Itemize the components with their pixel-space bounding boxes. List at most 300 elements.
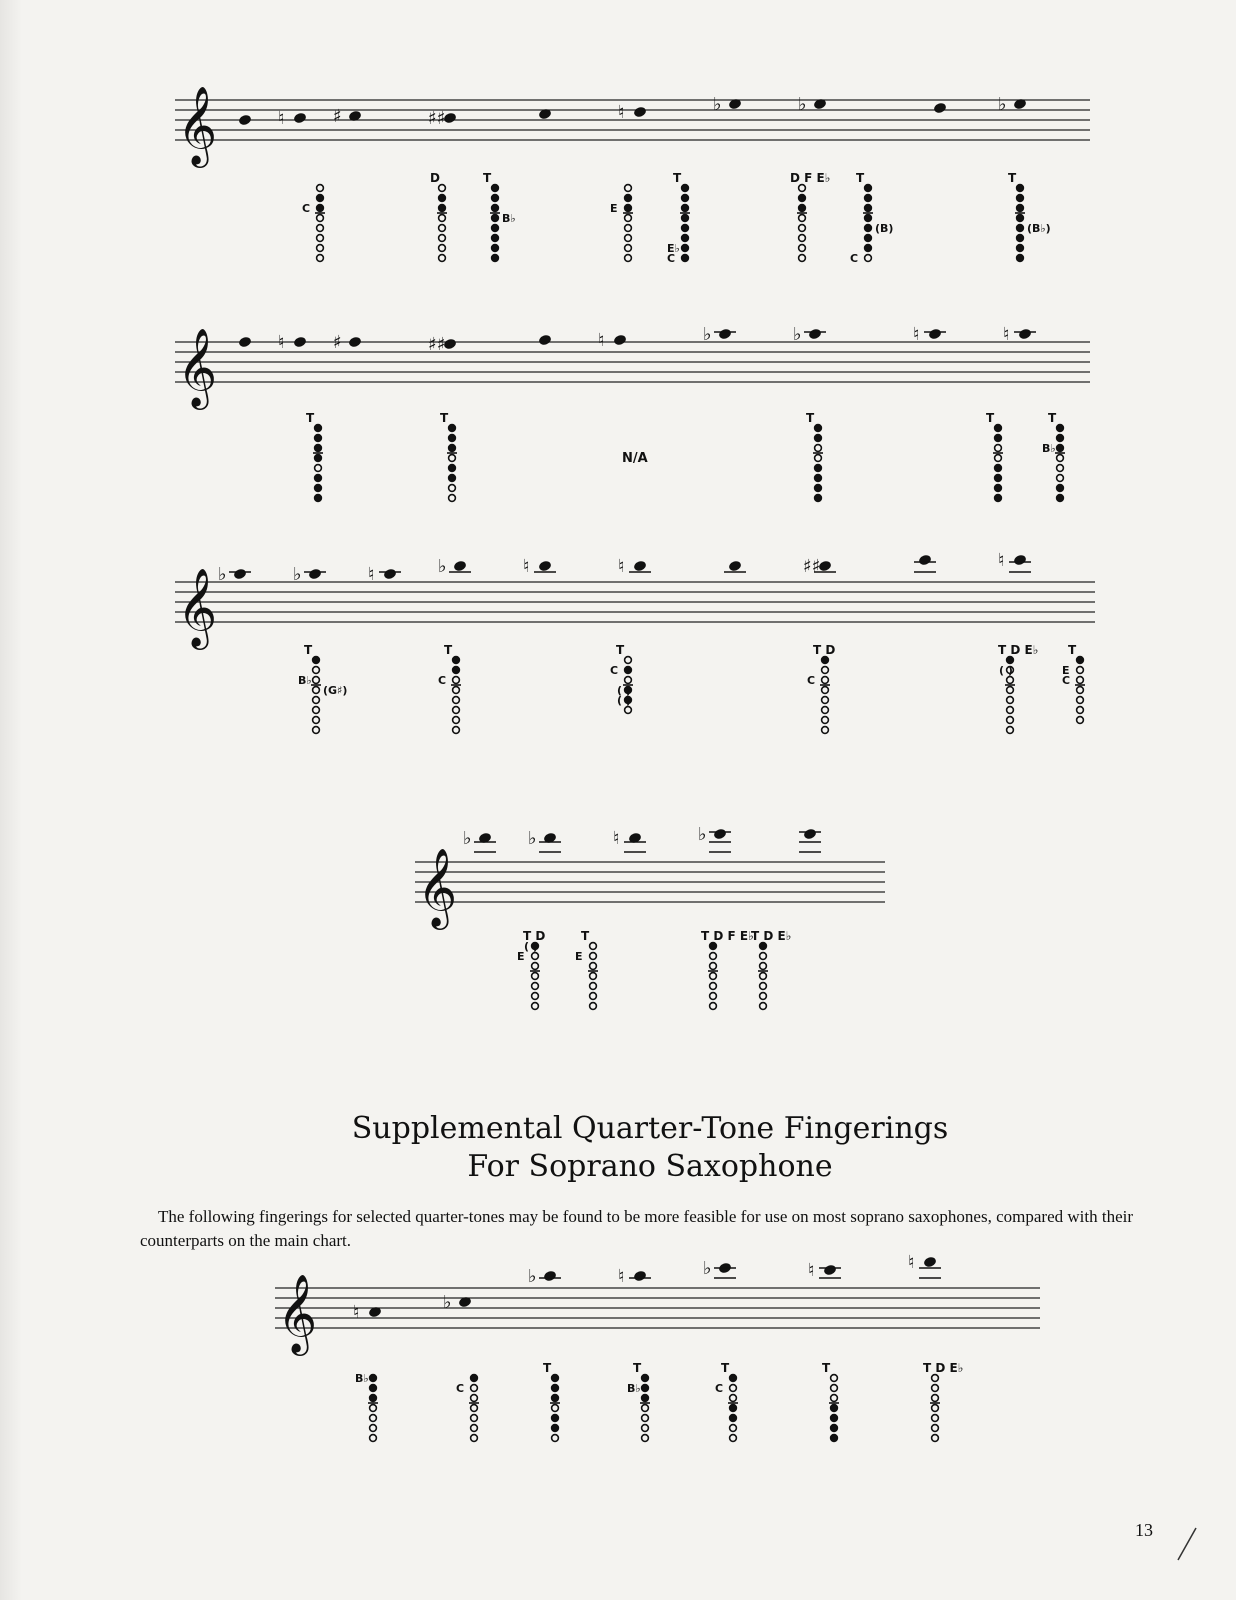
key-closed <box>815 435 822 442</box>
fingering-top-keys: T D <box>523 929 546 943</box>
staff-4-treble-clef: 𝄞 <box>417 848 458 927</box>
key-optional-marker: ( ) <box>617 684 631 697</box>
fingering-chart-5-6 <box>822 1361 839 1441</box>
page-number: 13 <box>1135 1520 1153 1540</box>
fingering-top-keys: T <box>856 171 865 185</box>
fingering-chart-2-4 <box>986 411 1003 501</box>
key-open <box>590 953 597 960</box>
key-open <box>590 993 597 1000</box>
fingering-top-keys: T D E♭ <box>923 1361 964 1375</box>
fingering-side-key: C <box>438 674 447 687</box>
fingering-chart-3-4 <box>807 643 835 733</box>
staff-5-accidental: ♮ <box>808 1260 815 1281</box>
na-label: N/A <box>622 451 648 466</box>
fingering-side-key: B♭ <box>298 674 312 687</box>
key-closed <box>865 245 872 252</box>
key-open <box>730 1385 737 1392</box>
staff-3-note <box>538 560 552 573</box>
key-closed <box>815 425 822 432</box>
key-open <box>313 707 320 714</box>
key-open <box>932 1395 939 1402</box>
key-open <box>831 1395 838 1402</box>
staff-3-accidental: ♭ <box>438 556 447 577</box>
fingering-top-keys: T <box>306 411 315 425</box>
key-closed <box>317 195 324 202</box>
staff-2-note <box>238 336 252 349</box>
key-open <box>865 255 872 262</box>
staff-3-note <box>453 560 467 573</box>
key-open <box>932 1415 939 1422</box>
key-closed <box>449 435 456 442</box>
key-open <box>453 707 460 714</box>
key-closed <box>995 475 1002 482</box>
fingering-chart-1-2 <box>430 171 447 261</box>
fingering-side-key: E <box>1062 664 1070 677</box>
key-open <box>822 677 829 684</box>
key-open <box>932 1385 939 1392</box>
staff-2-accidental: ♯♯ <box>428 334 446 355</box>
key-open <box>710 1003 717 1010</box>
key-open <box>590 973 597 980</box>
key-closed <box>865 205 872 212</box>
key-closed <box>710 943 717 950</box>
fingering-chart-3-3 <box>610 643 633 713</box>
fingering-chart-5-4 <box>627 1361 650 1441</box>
key-closed <box>492 205 499 212</box>
fingering-side-key: C <box>456 1382 465 1395</box>
fingering-top-keys: T <box>543 1361 552 1375</box>
key-open <box>439 185 446 192</box>
staff-3-accidental: ♮ <box>523 556 530 577</box>
key-open <box>710 983 717 990</box>
staff-2-note <box>808 328 822 341</box>
key-open <box>710 993 717 1000</box>
staff-1-note <box>933 102 947 115</box>
fingering-side-key: B♭ <box>627 1382 641 1395</box>
key-open <box>532 973 539 980</box>
key-open <box>313 697 320 704</box>
fingering-top-keys: T D E♭ <box>998 643 1039 657</box>
key-closed <box>730 1375 737 1382</box>
key-open <box>1007 687 1014 694</box>
key-open <box>317 215 324 222</box>
staff-2-note <box>718 328 732 341</box>
key-open <box>532 983 539 990</box>
key-closed <box>471 1375 478 1382</box>
supplement-intro: The following fingerings for selected quarter-tones may be found to be more feasible for use on most soprano saxophones, compared with their counterparts on the main chart. <box>140 1207 1133 1250</box>
key-open <box>471 1385 478 1392</box>
key-closed <box>995 485 1002 492</box>
staff-1-accidental: ♭ <box>798 94 807 115</box>
key-open <box>590 963 597 970</box>
key-open <box>453 677 460 684</box>
key-open <box>532 1003 539 1010</box>
fingering-side-key: C <box>610 664 619 677</box>
key-open <box>317 235 324 242</box>
key-open <box>453 687 460 694</box>
key-closed <box>865 185 872 192</box>
key-closed <box>1007 657 1014 664</box>
staff-3-note <box>1013 554 1027 567</box>
fingering-side-key: E <box>517 950 525 963</box>
key-closed <box>642 1375 649 1382</box>
key-open <box>439 255 446 262</box>
key-closed <box>682 245 689 252</box>
key-open <box>760 973 767 980</box>
staff-2-accidental: ♭ <box>703 324 712 345</box>
fingering-top-keys: T <box>616 643 625 657</box>
key-open <box>1007 717 1014 724</box>
key-open <box>1077 717 1084 724</box>
key-open <box>760 963 767 970</box>
fingering-top-keys: T <box>822 1361 831 1375</box>
key-closed <box>552 1385 559 1392</box>
key-open <box>1007 697 1014 704</box>
key-open <box>815 455 822 462</box>
key-closed <box>642 1385 649 1392</box>
key-closed <box>552 1395 559 1402</box>
supplement-title-line-1: Supplemental Quarter-Tone Fingerings <box>351 1111 949 1146</box>
staff-1-accidental: ♯♯ <box>428 108 446 129</box>
key-closed <box>449 465 456 472</box>
staff-2-accidental: ♮ <box>913 324 920 345</box>
key-closed <box>1017 245 1024 252</box>
key-open <box>625 235 632 242</box>
key-open <box>315 465 322 472</box>
key-closed <box>865 235 872 242</box>
fingering-side-key: E <box>575 950 583 963</box>
staff-3-note <box>728 560 742 573</box>
key-open <box>730 1435 737 1442</box>
staff-3-accidental: ♯♯ <box>803 556 821 577</box>
key-closed <box>315 455 322 462</box>
key-open <box>1077 687 1084 694</box>
fingering-side-key: B♭ <box>1042 442 1056 455</box>
key-open <box>710 953 717 960</box>
key-closed <box>1057 445 1064 452</box>
fingering-top-keys: T <box>806 411 815 425</box>
staff-5-note <box>543 1270 557 1283</box>
key-closed <box>831 1435 838 1442</box>
staff-2-accidental: ♮ <box>598 330 605 351</box>
fingering-side-key: (B) <box>875 222 894 235</box>
key-closed <box>492 255 499 262</box>
key-open <box>1077 667 1084 674</box>
key-open <box>625 255 632 262</box>
staff-4-accidental: ♭ <box>528 828 537 849</box>
key-closed <box>625 205 632 212</box>
key-closed <box>760 943 767 950</box>
fingering-chart-3-1 <box>298 643 347 733</box>
key-closed <box>492 235 499 242</box>
key-closed <box>799 205 806 212</box>
key-open <box>932 1375 939 1382</box>
key-closed <box>315 425 322 432</box>
key-open <box>799 185 806 192</box>
key-closed <box>1017 185 1024 192</box>
fingering-chart-5-3 <box>543 1361 560 1441</box>
fingering-top-keys: D F E♭ <box>790 171 831 185</box>
key-closed <box>815 475 822 482</box>
fingering-chart-1-5 <box>667 171 690 265</box>
key-open <box>642 1425 649 1432</box>
fingering-side-key: C <box>302 202 311 215</box>
key-optional-marker: ( ) <box>999 664 1013 677</box>
staff-3-accidental: ♮ <box>368 564 375 585</box>
staff-1-note <box>633 106 647 119</box>
fingering-chart-5-7 <box>923 1361 963 1441</box>
key-open <box>317 185 324 192</box>
fingering-chart-3-2 <box>438 643 461 733</box>
staff-3-accidental: ♭ <box>293 564 302 585</box>
staff-2-accidental: ♯ <box>333 332 342 353</box>
key-closed <box>682 195 689 202</box>
staff-5-accidental: ♮ <box>908 1252 915 1273</box>
staff-1-accidental: ♯ <box>333 106 342 127</box>
fingering-side-key: C <box>807 674 816 687</box>
key-open <box>995 455 1002 462</box>
fingering-top-keys: D <box>430 171 440 185</box>
fingering-chart-2-3 <box>806 411 823 501</box>
key-closed <box>865 195 872 202</box>
key-closed <box>552 1415 559 1422</box>
key-open <box>552 1405 559 1412</box>
staff-3-note <box>308 568 322 581</box>
key-open <box>799 225 806 232</box>
key-closed <box>822 657 829 664</box>
key-closed <box>831 1415 838 1422</box>
key-closed <box>815 485 822 492</box>
fingering-side-key: B♭ <box>355 1372 369 1385</box>
key-open <box>370 1405 377 1412</box>
key-open <box>799 215 806 222</box>
fingering-side-key: (G♯) <box>323 684 348 697</box>
key-closed <box>1017 255 1024 262</box>
key-closed <box>315 485 322 492</box>
key-closed <box>439 205 446 212</box>
staff-3-accidental: ♭ <box>218 564 227 585</box>
staff-2-note <box>613 334 627 347</box>
supplement-title-line-2: For Soprano Saxophone <box>467 1149 833 1184</box>
key-open <box>532 963 539 970</box>
fingering-top-keys: T <box>1048 411 1057 425</box>
key-optional-marker: ( ) <box>617 694 631 707</box>
key-open <box>471 1435 478 1442</box>
staff-2-note <box>928 328 942 341</box>
key-open <box>1007 677 1014 684</box>
staff-3-note <box>233 568 247 581</box>
key-open <box>471 1405 478 1412</box>
staff-2-note <box>538 334 552 347</box>
staff-2-note <box>1018 328 1032 341</box>
fingering-chart-3-6 <box>1062 643 1085 723</box>
staff-4-note <box>713 828 727 841</box>
key-closed <box>625 195 632 202</box>
key-closed <box>492 185 499 192</box>
key-open <box>313 667 320 674</box>
key-closed <box>370 1375 377 1382</box>
key-open <box>642 1415 649 1422</box>
staves-layer <box>175 86 1196 1560</box>
key-closed <box>439 195 446 202</box>
key-closed <box>682 225 689 232</box>
key-optional-marker: ( ) <box>524 940 538 953</box>
key-closed <box>1057 435 1064 442</box>
key-open <box>822 707 829 714</box>
key-closed <box>1077 657 1084 664</box>
key-closed <box>453 657 460 664</box>
key-open <box>625 707 632 714</box>
key-open <box>439 215 446 222</box>
key-open <box>471 1395 478 1402</box>
key-open <box>552 1435 559 1442</box>
staff-3-treble-clef: 𝄞 <box>177 568 218 647</box>
staff-1-accidental: ♭ <box>713 94 722 115</box>
key-open <box>313 687 320 694</box>
staff-4-accidental: ♭ <box>463 828 472 849</box>
key-closed <box>370 1395 377 1402</box>
key-closed <box>865 215 872 222</box>
staff-5-accidental: ♭ <box>703 1258 712 1279</box>
key-open <box>317 255 324 262</box>
key-closed <box>730 1415 737 1422</box>
key-open <box>831 1375 838 1382</box>
key-closed <box>449 445 456 452</box>
staff-1-accidental: ♮ <box>278 108 285 129</box>
fingering-side-key: B♭ <box>502 212 516 225</box>
key-closed <box>682 205 689 212</box>
key-open <box>799 255 806 262</box>
fingering-top-keys: T <box>1008 171 1017 185</box>
key-closed <box>449 475 456 482</box>
fingering-chart-5-5 <box>715 1361 738 1441</box>
key-closed <box>453 667 460 674</box>
fingering-chart-1-1 <box>302 185 325 262</box>
supplement-title <box>0 1110 1236 1186</box>
key-open <box>932 1425 939 1432</box>
key-open <box>590 943 597 950</box>
fingering-top-keys: T <box>444 643 453 657</box>
key-open <box>822 717 829 724</box>
key-closed <box>315 495 322 502</box>
key-closed <box>682 215 689 222</box>
fingering-side-key: C <box>850 252 859 265</box>
key-closed <box>682 255 689 262</box>
key-open <box>370 1425 377 1432</box>
key-closed <box>1017 235 1024 242</box>
fingering-top-keys: T D <box>813 643 836 657</box>
key-closed <box>315 445 322 452</box>
fingering-side-key: C <box>667 252 676 265</box>
key-open <box>317 225 324 232</box>
fingering-top-keys: T D E♭ <box>751 929 792 943</box>
fingering-chart-1-8 <box>1008 171 1051 261</box>
key-closed <box>730 1405 737 1412</box>
key-open <box>453 717 460 724</box>
staff-5-note <box>923 1256 937 1269</box>
fingering-top-keys: T <box>440 411 449 425</box>
fingering-side-key: E <box>610 202 618 215</box>
fingering-chart-3-5 <box>998 643 1038 733</box>
key-open <box>471 1415 478 1422</box>
key-closed <box>492 225 499 232</box>
key-open <box>313 727 320 734</box>
key-open <box>1077 707 1084 714</box>
fingering-chart-4-4 <box>751 929 791 1009</box>
staff-5-treble-clef: 𝄞 <box>277 1274 318 1353</box>
fingering-chart-1-6 <box>790 171 830 261</box>
staff-3-accidental: ♮ <box>618 556 625 577</box>
key-open <box>822 697 829 704</box>
key-closed <box>995 425 1002 432</box>
staff-2-note <box>293 336 307 349</box>
fingering-top-keys: T <box>483 171 492 185</box>
fingering-top-keys: T <box>673 171 682 185</box>
page-corner-mark <box>1178 1528 1196 1560</box>
staff-4-note <box>803 828 817 841</box>
key-open <box>439 245 446 252</box>
key-open <box>642 1435 649 1442</box>
key-open <box>313 717 320 724</box>
staff-5-accidental: ♭ <box>443 1292 452 1313</box>
key-open <box>453 697 460 704</box>
key-open <box>730 1425 737 1432</box>
staff-3-accidental: ♮ <box>998 550 1005 571</box>
fingering-side-key: C <box>715 1382 724 1395</box>
key-open <box>625 245 632 252</box>
key-closed <box>815 465 822 472</box>
key-closed <box>315 475 322 482</box>
key-open <box>822 667 829 674</box>
staff-1-accidental: ♮ <box>618 102 625 123</box>
key-open <box>932 1405 939 1412</box>
key-closed <box>552 1375 559 1382</box>
key-open <box>313 677 320 684</box>
fingering-top-keys: T <box>581 929 590 943</box>
fingering-chart-5-1 <box>355 1372 378 1441</box>
key-open <box>815 445 822 452</box>
key-open <box>625 225 632 232</box>
key-open <box>449 495 456 502</box>
fingering-chart-1-4 <box>610 185 633 262</box>
key-open <box>760 953 767 960</box>
key-closed <box>1017 215 1024 222</box>
fingering-top-keys: T <box>986 411 995 425</box>
key-open <box>532 993 539 1000</box>
key-closed <box>1057 495 1064 502</box>
fingering-chart-1-3 <box>483 171 516 261</box>
key-closed <box>315 435 322 442</box>
staff-5-note <box>823 1264 837 1277</box>
key-closed <box>865 225 872 232</box>
key-open <box>1007 707 1014 714</box>
key-closed <box>370 1385 377 1392</box>
staff-2-accidental: ♭ <box>793 324 802 345</box>
staff-5-note <box>633 1270 647 1283</box>
staff-2-treble-clef: 𝄞 <box>177 328 218 407</box>
staff-5-accidental: ♭ <box>528 1266 537 1287</box>
staff-2-accidental: ♮ <box>278 332 285 353</box>
key-open <box>590 983 597 990</box>
key-open <box>625 215 632 222</box>
key-closed <box>1057 485 1064 492</box>
staff-3-note <box>918 554 932 567</box>
key-closed <box>492 245 499 252</box>
staff-1-note <box>293 112 307 125</box>
key-open <box>1057 465 1064 472</box>
staff-1-treble-clef: 𝄞 <box>177 86 218 165</box>
key-closed <box>492 195 499 202</box>
